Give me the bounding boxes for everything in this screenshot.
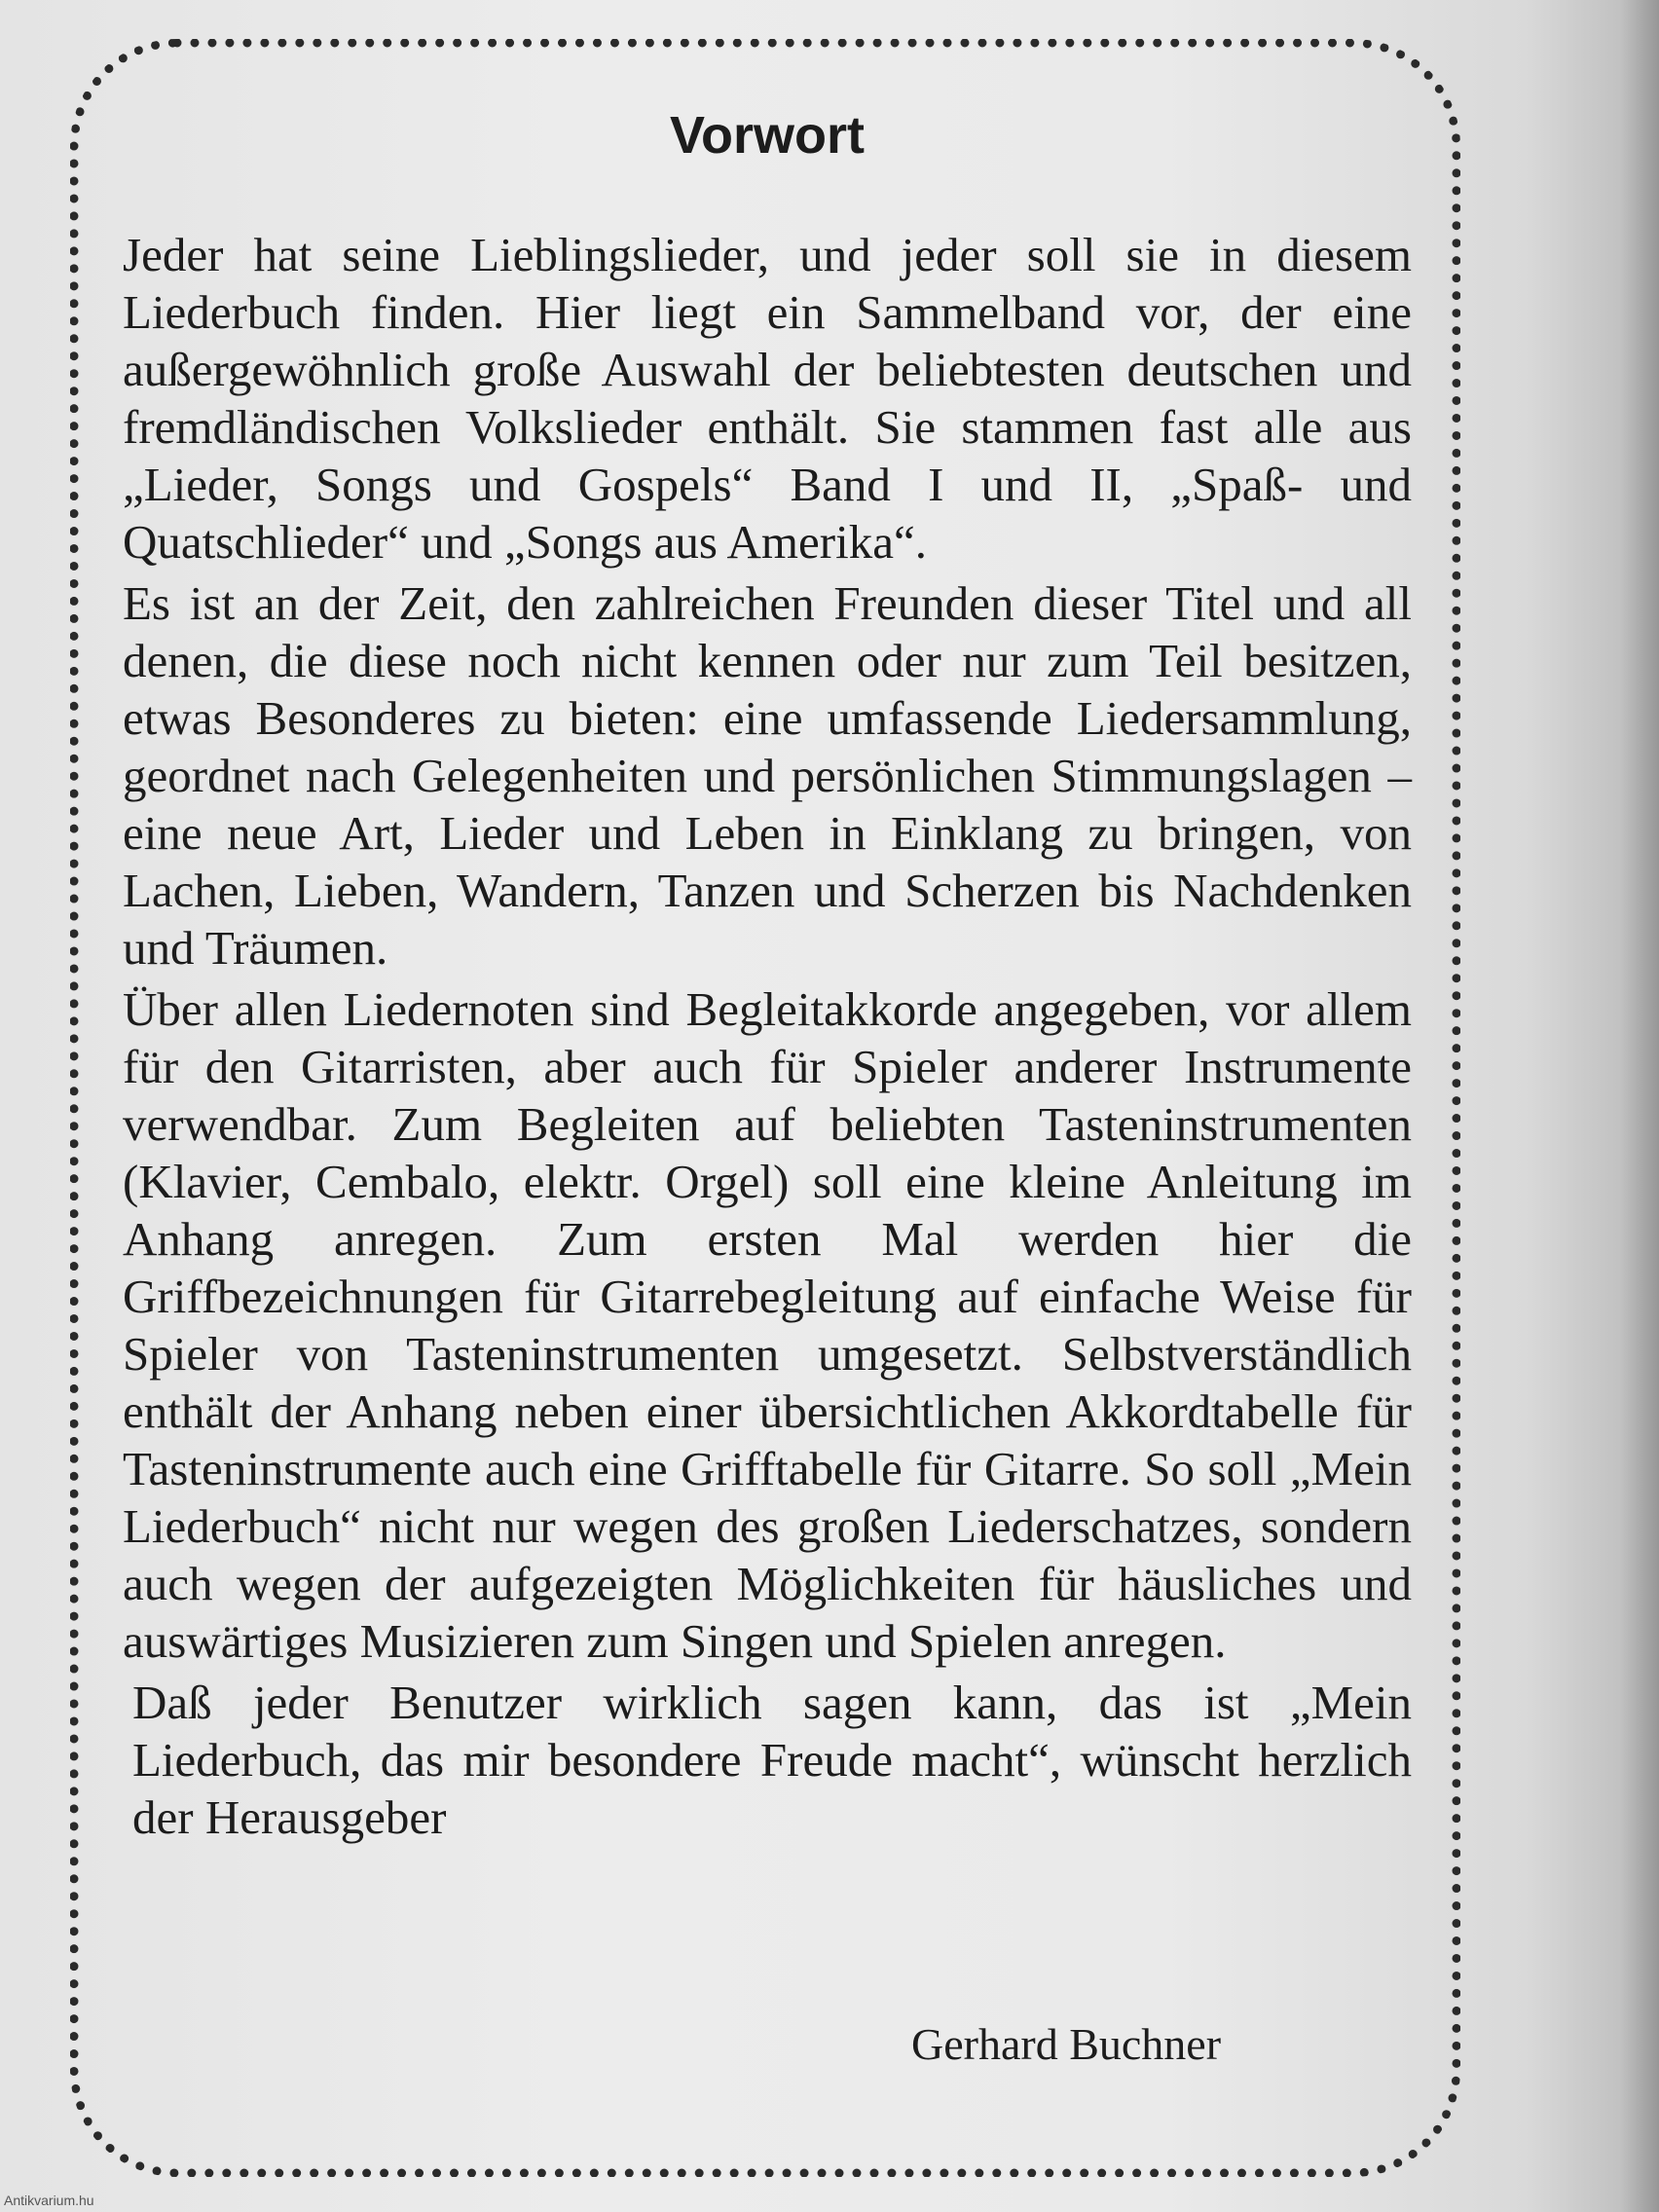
paragraph-chords: Über allen Liedernoten sind Begleitakkorde angegeben, vor allem für den Gitarristen, aber auch für Spieler anderer Instrumente verwendbar. Zum Begleiten auf beliebten Tasteninstrumenten (Klavier, Cembalo, elektr. Orgel) soll eine kleine Anleitung im Anhang anregen. Zum ersten Mal werden hier die Griffbezeichnungen für Gitarrebegleitung auf einfache Weise für Spieler von Tasteninstrumenten umgesetzt. Selbstverständlich enthält der Anhang neben einer übersichtlichen Akkordtabelle für Tasteninstrumente auch eine Grifftabelle für Gitarre. So soll „Mein Liederbuch“ nicht nur wegen des großen Liederschatzes, sondern auch wegen der aufgezeigten Möglichkeiten für häusliches und auswärtiges Musizieren zum Singen und Spielen anregen. xyxy=(123,982,1412,1668)
author-signature: Gerhard Buchner xyxy=(911,2019,1222,2069)
paragraph-closing: Daß jeder Benutzer wirklich sagen kann, das ist „Mein Liederbuch, das mir besondere Freude macht“, wünscht herzlich der Herausgeber xyxy=(132,1676,1412,1844)
foreword-content xyxy=(123,105,1412,1846)
page-title: Vorwort xyxy=(670,106,865,165)
page-edge-shadow xyxy=(1620,0,1659,2212)
paragraph-purpose: Es ist an der Zeit, den zahlreichen Freunden dieser Titel und all denen, die diese noch nicht kennen oder nur zum Teil besitzen, etwas Besonderes zu bieten: eine umfassende Liedersammlung, geordnet nach Gelegenheiten und persönlichen Stimmungslagen – eine neue Art, Lieder und Leben in Einklang zu bringen, von Lachen, Lieben, Wandern, Tanzen und Scherzen bis Nachdenken und Träumen. xyxy=(123,576,1412,975)
paragraph-intro: Jeder hat seine Lieblingslieder, und jeder soll sie in diesem Liederbuch finden. Hier liegt ein Sammelband vor, der eine außergewöhnlich große Auswahl der beliebtesten deutschen und fremdländischen Volkslieder enthält. Sie stammen fast alle aus „Lieder, Songs und Gospels“ Band I und II, „Spaß- und Quatschlieder“ und „Songs aus Amerika“. xyxy=(123,228,1412,569)
watermark: Antikvarium.hu xyxy=(4,2193,94,2208)
